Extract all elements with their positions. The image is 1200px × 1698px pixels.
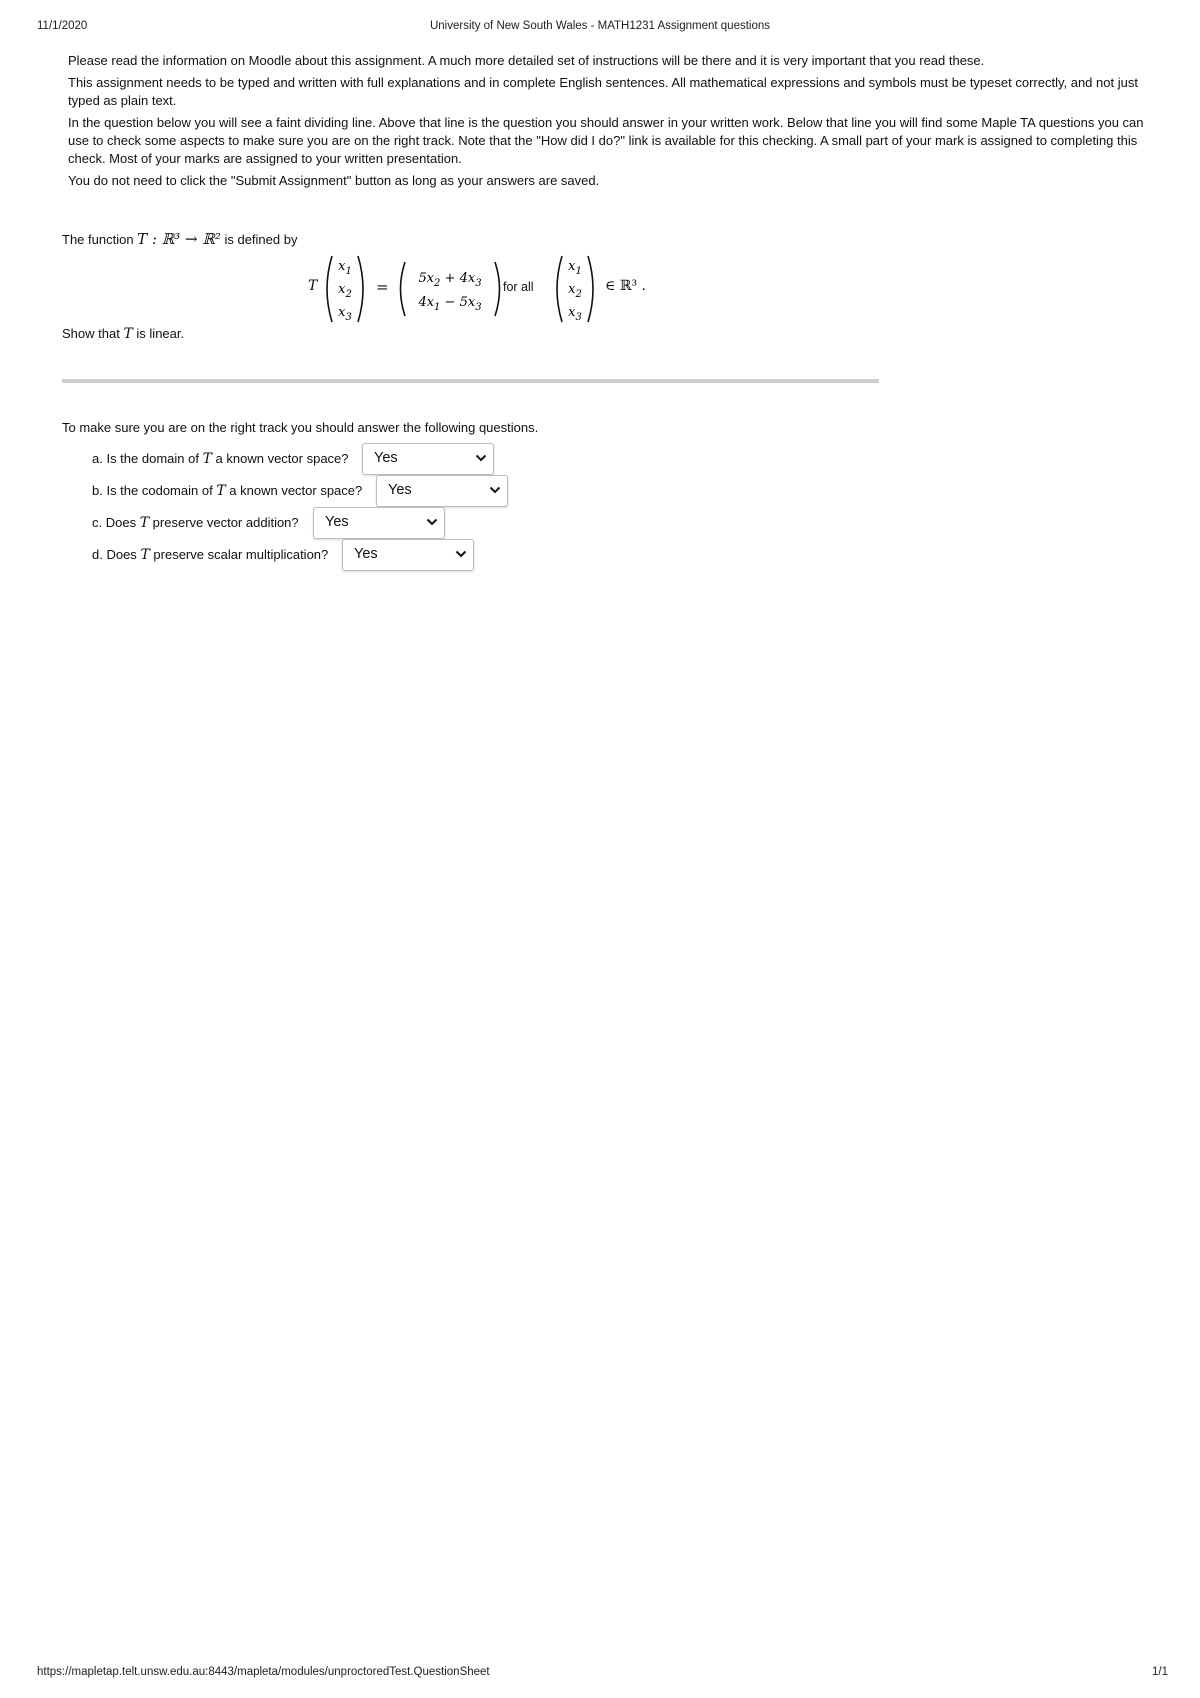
function-symbol: T	[308, 278, 318, 294]
svg-text:5x2 + 4x3: $5x_2 + 4x_3$	[418, 271, 482, 289]
selected-value: Yes	[374, 450, 398, 466]
svg-text:x3: $x_3$	[338, 305, 352, 323]
svg-text:x1: $x_1$	[568, 259, 582, 277]
check-question-d: d. Does T preserve scalar multiplication?	[92, 547, 329, 563]
selected-value: Yes	[388, 482, 412, 498]
question-intro: The function T : ℝ³ → ℝ² is defined by	[62, 230, 298, 248]
print-page-number: 1/1	[1152, 1666, 1168, 1678]
instructions	[68, 52, 1148, 194]
chevron-down-icon	[426, 517, 438, 527]
instruction-paragraph: This assignment needs to be typed and written with full explanations and in complete English sentences. All mathematical expressions and symbols must be typeset correctly, and not just typed as plain text.	[68, 75, 1138, 108]
member-of-r3: ∈ ℝ³ .	[605, 278, 646, 294]
check-question-b: b. Is the codomain of T a known vector space?	[92, 483, 363, 499]
answer-select-d[interactable]	[342, 539, 474, 571]
svg-text:x2: $x_2$	[568, 282, 582, 300]
svg-text:x1: $x_1$	[338, 259, 352, 277]
answer-select-a[interactable]	[362, 443, 494, 475]
chevron-down-icon	[455, 549, 467, 559]
selected-value: Yes	[354, 546, 378, 562]
instruction-paragraph: You do not need to click the "Submit Assignment" button as long as your answers are saved.	[68, 173, 600, 188]
selected-value: Yes	[325, 514, 349, 530]
print-title: University of New South Wales - MATH1231 Assignment questions	[429, 20, 771, 32]
instruction-paragraph: Please read the information on Moodle about this assignment. A much more detailed set of instructions will be there and it is very important that you read these.	[68, 53, 985, 68]
answer-select-b[interactable]	[376, 475, 508, 507]
input-vector	[320, 252, 370, 326]
function-signature: T : ℝ³ → ℝ²	[137, 230, 221, 248]
check-question-c: c. Does T preserve vector addition?	[92, 515, 299, 531]
check-question-a: a. Is the domain of T a known vector space?	[92, 451, 349, 467]
answer-select-c[interactable]	[313, 507, 445, 539]
equals-sign: =	[376, 278, 389, 296]
for-all-text: for all	[503, 280, 534, 294]
svg-text:4x1 − 5x3: $4x_1 - 5x_3$	[418, 295, 482, 313]
chevron-down-icon	[489, 485, 501, 495]
function-definition-equation	[300, 252, 660, 326]
print-date: 11/1/2020	[37, 20, 88, 32]
output-vector	[395, 260, 505, 318]
svg-text:x3: $x_3$	[568, 305, 582, 323]
check-intro: To make sure you are on the right track you should answer the following questions.	[62, 420, 539, 435]
chevron-down-icon	[475, 453, 487, 463]
domain-vector	[550, 252, 600, 326]
faint-dividing-line	[62, 379, 879, 383]
print-url: https://mapletap.telt.unsw.edu.au:8443/mapleta/modules/unproctoredTest.QuestionSheet	[37, 1666, 490, 1678]
show-linear-prompt: Show that T is linear.	[62, 326, 185, 342]
instruction-paragraph: In the question below you will see a faint dividing line. Above that line is the question you should answer in your written work. Below that line you will find some Maple TA questions you can use to check some aspects to make sure you are on the right track. Note that the "How did I do?" link is available for this checking. A small part of your mark is assigned to completing this check. Most of your marks are assigned to your written presentation.	[68, 115, 1144, 166]
svg-text:x2: $x_2$	[338, 282, 352, 300]
